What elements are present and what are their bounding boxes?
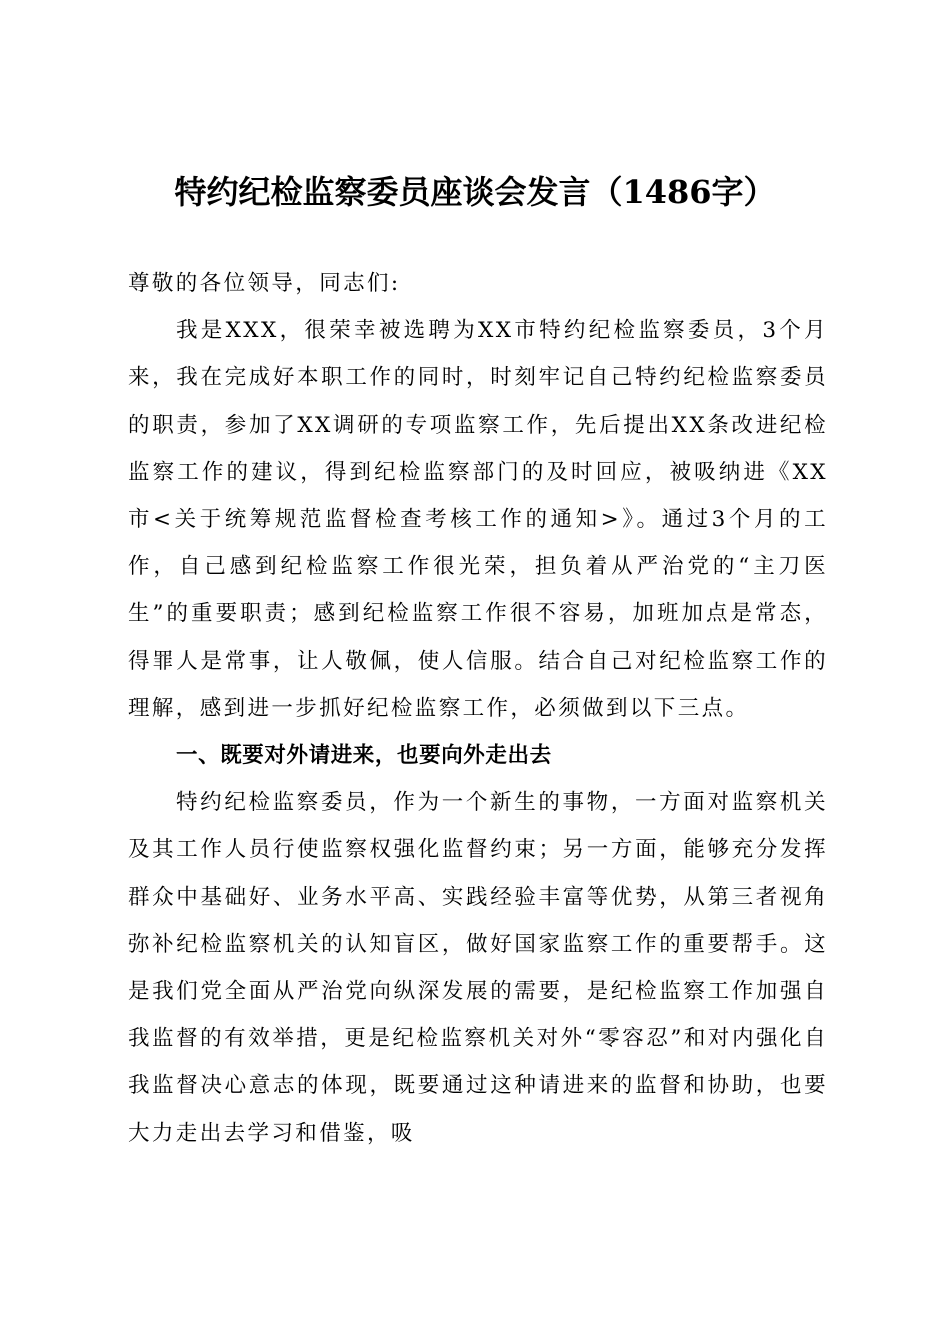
salutation: 尊敬的各位领导，同志们:	[128, 271, 401, 296]
intro-paragraph: 我是XXX，很荣幸被选聘为XX市特约纪检监察委员，3个月来，我在完成好本职工作的同时，时刻牢记自己特约纪检监察委员的职责，参加了XX调研的专项监察工作，先后提出XX条改进纪检监察工作的建议，得到纪检监察部门的及时回应，被吸纳进《XX市<关于统筹规范监督检查考核工作的通知>》。通过3个月的工作，自己感到纪检监察工作很光荣，担负着从严治党的“主刀医生”的重要职责；感到纪检监察工作很不容易，加班加点是常态，得罪人是常事，让人敬佩，使人信服。结合自己对纪检监察工作的理解，感到进一步抓好纪检监察工作，必须做到以下三点。	[128, 318, 828, 721]
section-1-paragraph: 特约纪检监察委员，作为一个新生的事物，一方面对监察机关及其工作人员行使监察权强化监督约束；另一方面，能够充分发挥群众中基础好、业务水平高、实践经验丰富等优势，从第三者视角弥补纪检监察机关的认知盲区，做好国家监察工作的重要帮手。这是我们党全面从严治党向纵深发展的需要，是纪检监察工作加强自我监督的有效举措，更是纪检监察机关对外“零容忍”和对内强化自我监督决心意志的体现，既要通过这种请进来的监督和协助，也要大力走出去学习和借鉴，吸	[128, 790, 828, 1146]
section-heading-1: 一、既要对外请进来，也要向外走出去	[176, 743, 552, 769]
document-body	[128, 260, 828, 1157]
document-title: 特约纪检监察委员座谈会发言（1486字）	[174, 173, 776, 211]
